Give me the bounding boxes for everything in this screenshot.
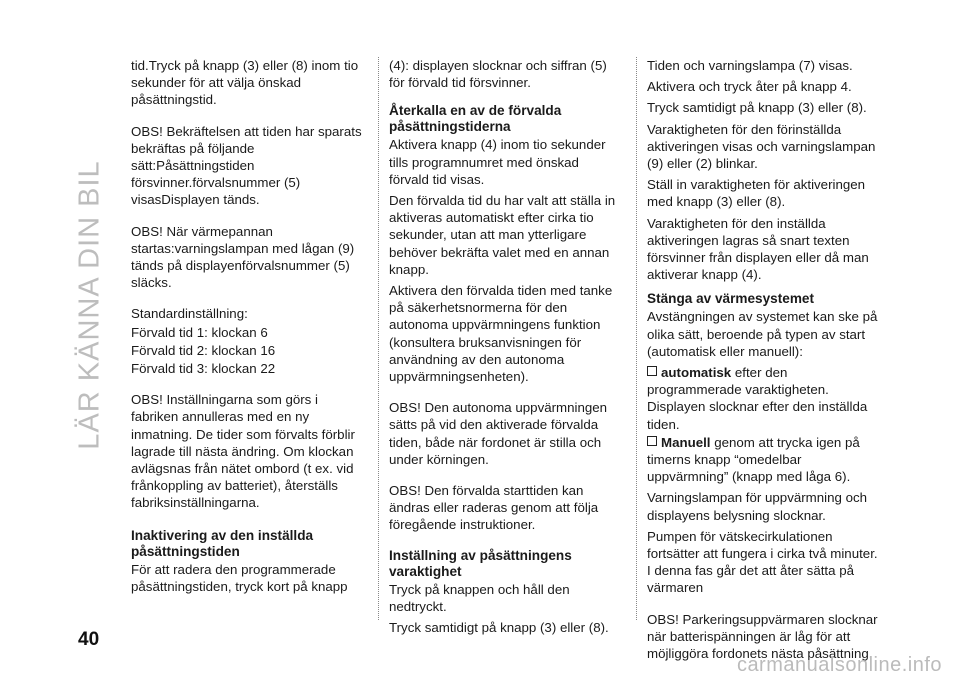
note-paragraph: OBS! Den autonoma uppvärmningen sätts på vid den aktiverade förvalda tiden, både när fordonet är stilla och under körningen. (389, 400, 608, 467)
paragraph: Tiden och varningslampa (7) visas. (647, 58, 853, 73)
text-column-1 (131, 57, 363, 599)
option-label: Manuell (661, 434, 711, 450)
page-number: 40 (78, 629, 100, 650)
paragraph: Varningslampan för uppvärmning och displayens belysning slocknar. (647, 490, 868, 523)
list-item: Förvald tid 2: klockan 16 (131, 342, 276, 358)
paragraph: Aktivera och tryck åter på knapp 4. (647, 79, 852, 95)
text-column-2 (389, 57, 621, 640)
paragraph: Aktivera knapp (4) inom tio sekunder tills programnumret med önskad förvald tid visas. (389, 137, 606, 187)
note-paragraph: OBS! Bekräftelsen att tiden har sparats bekräftas på följande sätt:Påsättningstiden försvinner.förvalsnummer (5) visasDisplayen tänds. (131, 123, 362, 208)
paragraph: Den förvalda tid du har valt att ställa in aktiveras automatiskt efter cirka tio sekunder, utan att man ytterligare behöver bekräfta valet med en annan knapp. (389, 193, 616, 277)
list-item: Förvald tid 1: klockan 6 (131, 324, 268, 340)
chapter-side-title (70, 45, 110, 565)
paragraph: Varaktigheten för den inställda aktiveringen lagras så snart texten försvinner från displayen eller då man aktiverar knapp (4). (647, 215, 869, 283)
section-heading: Inställning av påsättningens varaktighet (389, 547, 572, 579)
note-paragraph: OBS! Den förvalda starttiden kan ändras eller raderas genom att följa föregående instruktioner. (389, 483, 599, 533)
chapter-side-title-text: LÄR KÄNNA DIN BIL (73, 160, 106, 450)
paragraph: Ställ in varaktigheten för aktiveringen med knapp (3) eller (8). (647, 177, 866, 210)
paragraph: Tryck samtidigt på knapp (3) eller (8). (389, 620, 609, 636)
paragraph: För att radera den programmerade påsättningstiden, tryck kort på knapp (131, 561, 348, 594)
checkbox-bullet-icon (647, 436, 657, 446)
paragraph: (4): displayen slocknar och siffran (5) för förvald tid försvinner. (389, 58, 607, 91)
watermark: carmanualsonline.info (736, 654, 942, 676)
option-item (647, 364, 879, 433)
text-column-3 (647, 57, 879, 666)
paragraph: Pumpen för vätskecirkulationen fortsätter att fungera i cirka två minuter. I denna fas går det att åter sätta på värmaren (647, 528, 878, 596)
paragraph: tid.Tryck på knapp (3) eller (8) inom tio sekunder för att välja önskad påsättningstid. (131, 58, 359, 108)
section-heading: Återkalla en av de förvalda påsättningstiderna (389, 103, 562, 135)
paragraph: Varaktigheten för den förinställda aktiveringen visas och varningslampan (9) eller (2) blinkar. (647, 121, 876, 172)
option-text: efter den programmerade varaktigheten. Displayen slocknar efter den inställda tiden. (647, 365, 868, 432)
note-paragraph: OBS! Inställningarna som görs i fabriken annulleras med en ny inmatning. De tider som förvalts förblir lagrade till nästa ändring. Om klockan avlägsnas från nätet ombord (t ex. vid frånkoppling av batteriet), återställs fabriksinställningarna. (131, 392, 355, 511)
paragraph: Avstängningen av systemet kan ske på olika sätt, beroende på typen av start (automatisk eller manuell): (647, 309, 878, 359)
section-heading: Inaktivering av den inställda påsättningstiden (131, 527, 314, 559)
paragraph: Tryck samtidigt på knapp (3) eller (8). (647, 100, 867, 116)
option-label: automatisk (661, 365, 732, 381)
list-item: Förvald tid 3: klockan 22 (131, 361, 276, 377)
checkbox-bullet-icon (647, 366, 657, 376)
note-paragraph: OBS! När värmepannan startas:varningslampan med lågan (9) tänds på displayenförvalsnummer (5) släcks. (131, 223, 355, 291)
option-item (647, 434, 879, 486)
column-divider (378, 57, 379, 620)
option-text: genom att trycka igen på timerns knapp “omedelbar uppvärmning” (knapp med låga 6). (647, 434, 860, 485)
column-divider (636, 57, 637, 620)
paragraph: Aktivera den förvalda tiden med tanke på säkerhetsnormerna för den autonoma uppvärmningens funktion (konsultera bruksanvisningen för användning av den autonoma uppvärmningsenheten). (389, 283, 613, 385)
paragraph: Tryck på knappen och håll den nedtryckt. (389, 581, 570, 614)
note-paragraph: OBS! Parkeringsuppvärmaren slocknar när batterispänningen är låg för att möjliggöra fordonets nästa påsättning. (647, 611, 878, 662)
paragraph: Standardinställning: (131, 306, 248, 322)
section-heading: Stänga av värmesystemet (647, 291, 814, 307)
